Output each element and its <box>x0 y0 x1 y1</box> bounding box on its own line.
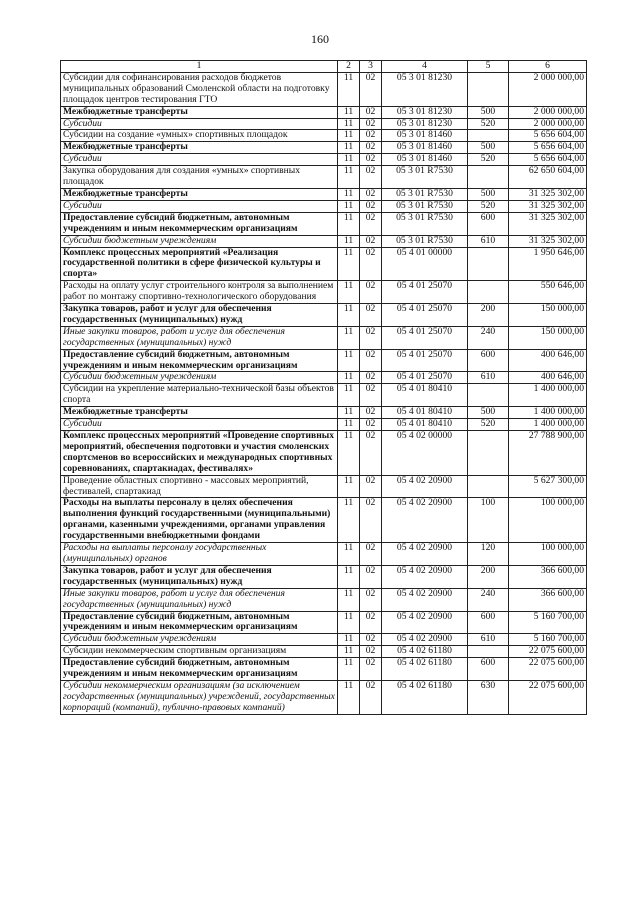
subsection-cell: 02 <box>360 384 382 407</box>
expense-type-cell: 240 <box>468 326 509 349</box>
row-name-cell: Субсидии на укрепление материально-технической базы объектов спорта <box>61 384 338 407</box>
subsection-cell: 02 <box>360 106 382 118</box>
target-article-cell: 05 4 02 61180 <box>382 658 468 681</box>
table-row <box>61 106 587 118</box>
row-name-cell: Межбюджетные трансферты <box>61 407 338 419</box>
target-article-cell: 05 4 02 20900 <box>382 475 468 498</box>
table-row <box>61 304 587 327</box>
section-cell: 11 <box>338 349 360 372</box>
target-article-cell: 05 3 01 81230 <box>382 72 468 106</box>
expense-type-cell <box>468 130 509 142</box>
row-name-cell: Субсидии <box>61 154 338 166</box>
section-cell: 11 <box>338 588 360 611</box>
table-row <box>61 130 587 142</box>
amount-cell: 1 950 646,00 <box>509 247 587 281</box>
row-name-cell: Комплекс процессных мероприятий «Реализация государственной политики в сфере физической культуры и спорта» <box>61 247 338 281</box>
subsection-cell: 02 <box>360 200 382 212</box>
table-row <box>61 565 587 588</box>
amount-cell: 366 600,00 <box>509 565 587 588</box>
column-header: 5 <box>468 61 509 73</box>
table-row <box>61 166 587 189</box>
subsection-cell: 02 <box>360 372 382 384</box>
column-header: 6 <box>509 61 587 73</box>
amount-cell: 550 646,00 <box>509 281 587 304</box>
target-article-cell: 05 3 01 R7530 <box>382 166 468 189</box>
amount-cell: 2 000 000,00 <box>509 118 587 130</box>
row-name-cell: Закупка товаров, работ и услуг для обеспечения государственных (муниципальных) нужд <box>61 304 338 327</box>
subsection-cell: 02 <box>360 349 382 372</box>
row-name-cell: Иные закупки товаров, работ и услуг для обеспечения государственных (муниципальных) нужд <box>61 588 338 611</box>
expense-type-cell: 200 <box>468 565 509 588</box>
row-name-cell: Комплекс процессных мероприятий «Проведение спортивных мероприятий, обеспечения подготовки и участия смоленских спортсменов во всероссийских и международных спортивных соревнованиях, спартакиадах, фестивалях» <box>61 431 338 476</box>
amount-cell: 31 325 302,00 <box>509 188 587 200</box>
subsection-cell: 02 <box>360 247 382 281</box>
subsection-cell: 02 <box>360 611 382 634</box>
amount-cell: 5 656 604,00 <box>509 130 587 142</box>
amount-cell: 100 000,00 <box>509 498 587 543</box>
expense-type-cell: 600 <box>468 611 509 634</box>
row-name-cell: Субсидии на создание «умных» спортивных площадок <box>61 130 338 142</box>
subsection-cell: 02 <box>360 475 382 498</box>
expense-type-cell: 610 <box>468 235 509 247</box>
section-cell: 11 <box>338 304 360 327</box>
section-cell: 11 <box>338 166 360 189</box>
amount-cell: 5 656 604,00 <box>509 154 587 166</box>
row-name-cell: Расходы на выплаты персоналу государственных (муниципальных) органов <box>61 543 338 566</box>
row-name-cell: Межбюджетные трансферты <box>61 142 338 154</box>
row-name-cell: Субсидии бюджетным учреждениям <box>61 634 338 646</box>
subsection-cell: 02 <box>360 634 382 646</box>
header-row <box>61 61 587 73</box>
expense-type-cell: 610 <box>468 372 509 384</box>
target-article-cell: 05 4 02 00000 <box>382 431 468 476</box>
table-row <box>61 646 587 658</box>
amount-cell: 31 325 302,00 <box>509 235 587 247</box>
amount-cell: 2 000 000,00 <box>509 72 587 106</box>
column-header: 3 <box>360 61 382 73</box>
subsection-cell: 02 <box>360 680 382 714</box>
expense-type-cell <box>468 384 509 407</box>
amount-cell: 1 400 000,00 <box>509 407 587 419</box>
expense-type-cell: 600 <box>468 349 509 372</box>
expense-type-cell <box>468 431 509 476</box>
section-cell: 11 <box>338 118 360 130</box>
subsection-cell: 02 <box>360 588 382 611</box>
subsection-cell: 02 <box>360 130 382 142</box>
expense-type-cell: 520 <box>468 154 509 166</box>
target-article-cell: 05 4 01 25070 <box>382 304 468 327</box>
row-name-cell: Субсидии некоммерческим организациям (за исключением государственных (муниципальных) учреждений, государственных корпораций (компаний), публично-правовых компаний) <box>61 680 338 714</box>
amount-cell: 400 646,00 <box>509 349 587 372</box>
table-row <box>61 188 587 200</box>
row-name-cell: Субсидии для софинансирования расходов бюджетов муниципальных образований Смоленской области на подготовку площадок центров тестирования ГТО <box>61 72 338 106</box>
section-cell: 11 <box>338 200 360 212</box>
subsection-cell: 02 <box>360 142 382 154</box>
amount-cell: 400 646,00 <box>509 372 587 384</box>
table-row <box>61 634 587 646</box>
subsection-cell: 02 <box>360 235 382 247</box>
target-article-cell: 05 4 02 61180 <box>382 680 468 714</box>
table-row <box>61 475 587 498</box>
subsection-cell: 02 <box>360 646 382 658</box>
row-name-cell: Расходы на оплату услуг строительного контроля за выполнением работ по монтажу спортивно-технологического оборудования <box>61 281 338 304</box>
subsection-cell: 02 <box>360 658 382 681</box>
amount-cell: 31 325 302,00 <box>509 212 587 235</box>
subsection-cell: 02 <box>360 154 382 166</box>
target-article-cell: 05 3 01 81460 <box>382 142 468 154</box>
table-row <box>61 611 587 634</box>
column-header: 4 <box>382 61 468 73</box>
section-cell: 11 <box>338 407 360 419</box>
row-name-cell: Закупка оборудования для создания «умных» спортивных площадок <box>61 166 338 189</box>
subsection-cell: 02 <box>360 166 382 189</box>
row-name-cell: Субсидии <box>61 200 338 212</box>
expense-type-cell: 120 <box>468 543 509 566</box>
target-article-cell: 05 3 01 81230 <box>382 118 468 130</box>
expense-type-cell <box>468 646 509 658</box>
row-name-cell: Предоставление субсидий бюджетным, автономным учреждениям и иным некоммерческим организациям <box>61 212 338 235</box>
target-article-cell: 05 4 01 25070 <box>382 326 468 349</box>
section-cell: 11 <box>338 498 360 543</box>
expense-type-cell: 500 <box>468 188 509 200</box>
target-article-cell: 05 3 01 81230 <box>382 106 468 118</box>
expense-type-cell: 520 <box>468 419 509 431</box>
subsection-cell: 02 <box>360 565 382 588</box>
row-name-cell: Закупка товаров, работ и услуг для обеспечения государственных (муниципальных) нужд <box>61 565 338 588</box>
expense-type-cell <box>468 247 509 281</box>
expense-type-cell: 500 <box>468 106 509 118</box>
target-article-cell: 05 4 02 20900 <box>382 565 468 588</box>
section-cell: 11 <box>338 326 360 349</box>
target-article-cell: 05 3 01 81460 <box>382 154 468 166</box>
subsection-cell: 02 <box>360 118 382 130</box>
target-article-cell: 05 3 01 R7530 <box>382 212 468 235</box>
target-article-cell: 05 4 02 20900 <box>382 588 468 611</box>
target-article-cell: 05 4 01 25070 <box>382 372 468 384</box>
table-row <box>61 543 587 566</box>
amount-cell: 5 656 604,00 <box>509 142 587 154</box>
amount-cell: 150 000,00 <box>509 326 587 349</box>
table-row <box>61 658 587 681</box>
subsection-cell: 02 <box>360 498 382 543</box>
section-cell: 11 <box>338 247 360 281</box>
section-cell: 11 <box>338 419 360 431</box>
table-row <box>61 142 587 154</box>
expense-type-cell <box>468 281 509 304</box>
table-row <box>61 588 587 611</box>
table-row <box>61 235 587 247</box>
section-cell: 11 <box>338 154 360 166</box>
target-article-cell: 05 4 02 20900 <box>382 543 468 566</box>
target-article-cell: 05 4 02 20900 <box>382 611 468 634</box>
table-row <box>61 431 587 476</box>
table-row <box>61 247 587 281</box>
section-cell: 11 <box>338 188 360 200</box>
row-name-cell: Субсидии бюджетным учреждениям <box>61 235 338 247</box>
table-row <box>61 154 587 166</box>
expense-type-cell: 100 <box>468 498 509 543</box>
section-cell: 11 <box>338 372 360 384</box>
column-header: 1 <box>61 61 338 73</box>
table-row <box>61 407 587 419</box>
amount-cell: 366 600,00 <box>509 588 587 611</box>
amount-cell: 150 000,00 <box>509 304 587 327</box>
row-name-cell: Субсидии некоммерческим спортивным организациям <box>61 646 338 658</box>
target-article-cell: 05 4 01 80410 <box>382 384 468 407</box>
row-name-cell: Проведение областных спортивно - массовых мероприятий, фестивалей, спартакиад <box>61 475 338 498</box>
amount-cell: 2 000 000,00 <box>509 106 587 118</box>
expense-type-cell: 500 <box>468 407 509 419</box>
row-name-cell: Межбюджетные трансферты <box>61 188 338 200</box>
row-name-cell: Субсидии <box>61 419 338 431</box>
table-row <box>61 72 587 106</box>
target-article-cell: 05 4 01 25070 <box>382 281 468 304</box>
target-article-cell: 05 4 02 61180 <box>382 646 468 658</box>
expense-type-cell: 200 <box>468 304 509 327</box>
table-row <box>61 419 587 431</box>
budget-table <box>60 60 587 715</box>
amount-cell: 22 075 600,00 <box>509 680 587 714</box>
table-row <box>61 384 587 407</box>
table-row <box>61 212 587 235</box>
expense-type-cell: 500 <box>468 142 509 154</box>
subsection-cell: 02 <box>360 326 382 349</box>
subsection-cell: 02 <box>360 281 382 304</box>
table-row <box>61 326 587 349</box>
amount-cell: 62 650 604,00 <box>509 166 587 189</box>
section-cell: 11 <box>338 106 360 118</box>
target-article-cell: 05 3 01 R7530 <box>382 200 468 212</box>
expense-type-cell <box>468 166 509 189</box>
expense-type-cell: 520 <box>468 118 509 130</box>
target-article-cell: 05 4 01 00000 <box>382 247 468 281</box>
subsection-cell: 02 <box>360 407 382 419</box>
expense-type-cell: 240 <box>468 588 509 611</box>
target-article-cell: 05 4 01 25070 <box>382 349 468 372</box>
expense-type-cell <box>468 72 509 106</box>
table-body <box>61 72 587 714</box>
section-cell: 11 <box>338 431 360 476</box>
row-name-cell: Предоставление субсидий бюджетным, автономным учреждениям и иным некоммерческим организациям <box>61 658 338 681</box>
row-name-cell: Иные закупки товаров, работ и услуг для обеспечения государственных (муниципальных) нужд <box>61 326 338 349</box>
target-article-cell: 05 4 02 20900 <box>382 498 468 543</box>
expense-type-cell: 600 <box>468 212 509 235</box>
section-cell: 11 <box>338 281 360 304</box>
subsection-cell: 02 <box>360 419 382 431</box>
subsection-cell: 02 <box>360 543 382 566</box>
section-cell: 11 <box>338 212 360 235</box>
subsection-cell: 02 <box>360 212 382 235</box>
section-cell: 11 <box>338 611 360 634</box>
row-name-cell: Субсидии <box>61 118 338 130</box>
expense-type-cell: 520 <box>468 200 509 212</box>
amount-cell: 22 075 600,00 <box>509 658 587 681</box>
subsection-cell: 02 <box>360 72 382 106</box>
expense-type-cell: 600 <box>468 658 509 681</box>
column-header: 2 <box>338 61 360 73</box>
section-cell: 11 <box>338 680 360 714</box>
row-name-cell: Субсидии бюджетным учреждениям <box>61 372 338 384</box>
amount-cell: 5 627 300,00 <box>509 475 587 498</box>
table-row <box>61 281 587 304</box>
table-row <box>61 118 587 130</box>
target-article-cell: 05 4 01 80410 <box>382 407 468 419</box>
row-name-cell: Межбюджетные трансферты <box>61 106 338 118</box>
amount-cell: 31 325 302,00 <box>509 200 587 212</box>
table-row <box>61 680 587 714</box>
table-row <box>61 349 587 372</box>
section-cell: 11 <box>338 235 360 247</box>
table-row <box>61 200 587 212</box>
amount-cell: 1 400 000,00 <box>509 419 587 431</box>
target-article-cell: 05 4 02 20900 <box>382 634 468 646</box>
target-article-cell: 05 4 01 80410 <box>382 419 468 431</box>
target-article-cell: 05 3 01 R7530 <box>382 235 468 247</box>
amount-cell: 22 075 600,00 <box>509 646 587 658</box>
expense-type-cell: 630 <box>468 680 509 714</box>
subsection-cell: 02 <box>360 431 382 476</box>
subsection-cell: 02 <box>360 188 382 200</box>
amount-cell: 100 000,00 <box>509 543 587 566</box>
amount-cell: 1 400 000,00 <box>509 384 587 407</box>
section-cell: 11 <box>338 72 360 106</box>
section-cell: 11 <box>338 658 360 681</box>
section-cell: 11 <box>338 475 360 498</box>
row-name-cell: Предоставление субсидий бюджетным, автономным учреждениям и иным некоммерческим организациям <box>61 611 338 634</box>
subsection-cell: 02 <box>360 304 382 327</box>
amount-cell: 5 160 700,00 <box>509 634 587 646</box>
expense-type-cell <box>468 475 509 498</box>
row-name-cell: Предоставление субсидий бюджетным, автономным учреждениям и иным некоммерческим организациям <box>61 349 338 372</box>
section-cell: 11 <box>338 130 360 142</box>
table-row <box>61 372 587 384</box>
section-cell: 11 <box>338 565 360 588</box>
section-cell: 11 <box>338 142 360 154</box>
page-number: 160 <box>311 32 329 46</box>
section-cell: 11 <box>338 384 360 407</box>
table-row <box>61 498 587 543</box>
target-article-cell: 05 3 01 R7530 <box>382 188 468 200</box>
amount-cell: 27 788 900,00 <box>509 431 587 476</box>
row-name-cell: Расходы на выплаты персоналу в целях обеспечения выполнения функций государственными (муниципальными) органами, казенными учреждениями, органами управления государственными внебюджетными фондами <box>61 498 338 543</box>
amount-cell: 5 160 700,00 <box>509 611 587 634</box>
section-cell: 11 <box>338 634 360 646</box>
section-cell: 11 <box>338 646 360 658</box>
expense-type-cell: 610 <box>468 634 509 646</box>
target-article-cell: 05 3 01 81460 <box>382 130 468 142</box>
section-cell: 11 <box>338 543 360 566</box>
